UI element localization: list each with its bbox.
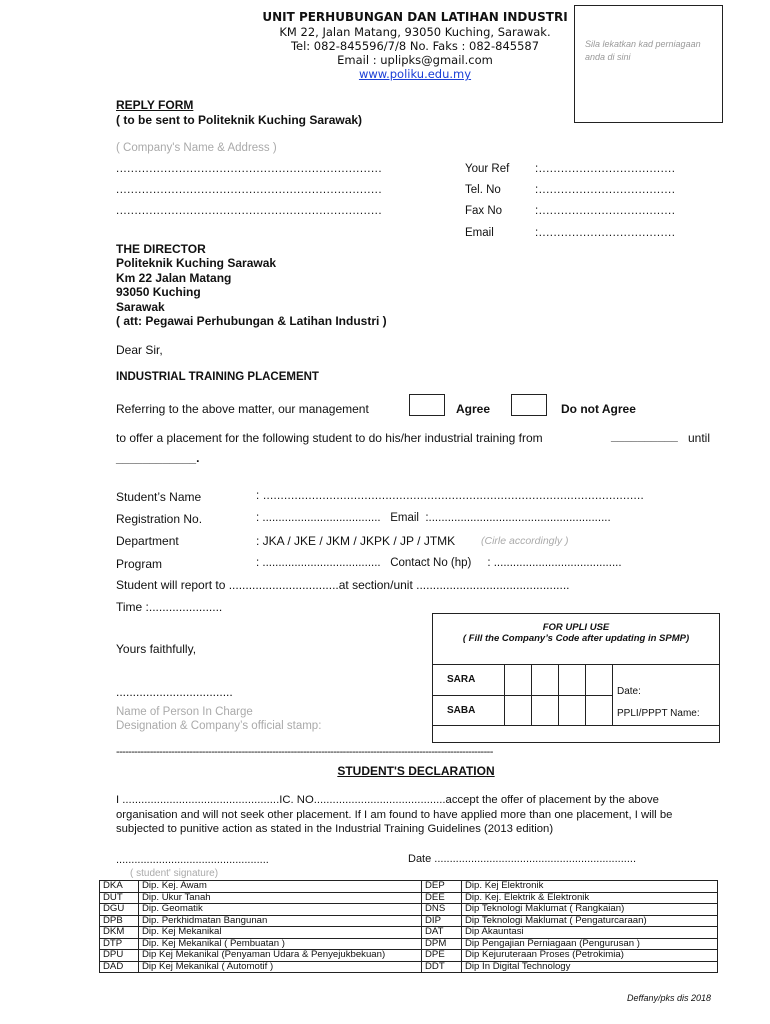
programme-code: DDT: [422, 961, 462, 973]
programme-name: Dip In Digital Technology: [462, 961, 718, 973]
code-cell[interactable]: [559, 665, 586, 696]
programme-code: DEE: [422, 892, 462, 904]
unit-website-link[interactable]: www.poliku.edu.my: [358, 67, 472, 81]
upli-subtitle: ( Fill the Company’s Code after updating in SPMP): [462, 633, 690, 644]
programme-name: Dip Kej Mekanikal ( Automotif ): [139, 961, 422, 973]
company-name-hint: ( Company's Name & Address ): [116, 142, 277, 154]
programme-code-row: [100, 915, 718, 927]
declaration-date-line[interactable]: Date ..................................................................: [408, 853, 636, 865]
programme-name: Dip. Kej Mekanikal: [139, 927, 422, 939]
programme-name: Dip. Kej. Elektrik & Elektronik: [462, 892, 718, 904]
offer-text: to offer a placement for the following student to do his/her industrial training from: [116, 431, 543, 445]
code-cell[interactable]: [505, 665, 532, 696]
subject-line: INDUSTRIAL TRAINING PLACEMENT: [116, 371, 319, 383]
agree-label: Agree: [456, 402, 491, 416]
student-name-label: Student’s Name: [116, 490, 202, 504]
programme-code-row: [100, 927, 718, 939]
recipient-line: 93050 Kuching: [116, 285, 201, 300]
department-options[interactable]: : JKA / JKE / JKM / JKPK / JP / JTMK: [256, 534, 456, 548]
programme-code: DNS: [422, 904, 462, 916]
student-signature-hint: ( student' signature): [130, 868, 219, 879]
fax-no-label: Fax No: [465, 205, 503, 217]
recipient-line: THE DIRECTOR: [116, 242, 206, 256]
business-card-note: Sila lekatkan kad perniagaan anda di sini: [585, 39, 701, 62]
business-card-box: [574, 5, 723, 123]
programme-code-row: [100, 881, 718, 893]
programme-name: Dip. Ukur Tanah: [139, 892, 422, 904]
programme-code: DPM: [422, 938, 462, 950]
programme-code-row: [100, 938, 718, 950]
time-line[interactable]: Time :......................: [116, 600, 223, 614]
programme-code: DPB: [100, 915, 139, 927]
until-date-blank[interactable]: ____________.: [116, 451, 200, 465]
declaration-text[interactable]: [116, 793, 716, 837]
code-cell[interactable]: [559, 695, 586, 726]
footer-note: Deffany/pks dis 2018: [627, 993, 712, 1003]
student-signature-line[interactable]: ..................................................: [116, 854, 269, 866]
declaration-line: organisation and will not seek other placement. If I am found to have applied more than one placement, I will be: [116, 808, 673, 821]
programme-name: Dip. Kej Elektronik: [462, 881, 718, 893]
programme-name: Dip Akauntasi: [462, 927, 718, 939]
program-contact-field[interactable]: : ..................................... Contact No (hp) : ........................................: [256, 557, 622, 569]
signature-line[interactable]: ...................................: [116, 685, 233, 699]
unit-email: Email : uplipks@gmail.com: [337, 53, 493, 67]
programme-codes-table: [99, 880, 718, 973]
declaration-line: subjected to punitive action as stated in the Industrial Training Guidelines (2013 edition): [116, 823, 554, 835]
code-cell[interactable]: [505, 695, 532, 726]
programme-code: DKM: [100, 927, 139, 939]
registration-no-label: Registration No.: [116, 512, 203, 526]
reply-form-subtitle: ( to be sent to Politeknik Kuching Sarawak): [116, 113, 363, 127]
upli-date-label: Date:: [617, 686, 641, 697]
registration-email-field[interactable]: : ..................................... Email :.........................................................: [256, 512, 611, 524]
programme-name: Dip Pengajian Perniagaan (Pengurusan ): [462, 938, 718, 950]
email-label: Email: [465, 227, 494, 239]
company-address-line[interactable]: ........................................................................: [116, 205, 383, 217]
code-cell[interactable]: [586, 695, 613, 726]
department-label: Department: [116, 534, 179, 548]
fax-no-field[interactable]: :.....................................: [535, 205, 676, 217]
greeting: Dear Sir,: [116, 343, 163, 357]
programme-name: Dip Teknologi Maklumat ( Rangkaian): [462, 904, 718, 916]
person-in-charge-hint: Name of Person In Charge: [116, 706, 253, 718]
programme-code: DGU: [100, 904, 139, 916]
upli-ppli-label: PPLI/PPPT Name:: [617, 708, 700, 719]
programme-code: DIP: [422, 915, 462, 927]
agree-checkbox[interactable]: [409, 394, 445, 416]
upli-info-cell[interactable]: [613, 665, 720, 726]
recipient-address: [116, 242, 387, 328]
recipient-line: Sarawak: [116, 299, 165, 314]
programme-name: Dip. Kej. Awam: [139, 881, 422, 893]
department-hint: (Cirle accordingly ): [481, 535, 569, 547]
declaration-title: STUDENT'S DECLARATION: [337, 764, 495, 778]
code-cell[interactable]: [532, 665, 559, 696]
programme-name: Dip Kejuruteraan Proses (Petrokimia): [462, 950, 718, 962]
programme-code: DPE: [422, 950, 462, 962]
upli-code-table: [432, 664, 720, 752]
code-cell[interactable]: [532, 695, 559, 726]
programme-name: Dip. Perkhidmatan Bangunan: [139, 915, 422, 927]
tel-no-field[interactable]: :.....................................: [535, 184, 676, 196]
upli-title: FOR UPLI USE: [542, 622, 610, 633]
email-field[interactable]: :.....................................: [535, 227, 676, 239]
from-date-blank[interactable]: __________: [611, 429, 678, 443]
company-address-line[interactable]: ........................................................................: [116, 163, 383, 175]
programme-name: Dip Kej Mekanikal (Penyaman Udara & Penyejukbekuan): [139, 950, 422, 962]
unit-phone-fax: Tel: 082-845596/7/8 No. Faks : 082-845587: [290, 39, 540, 53]
programme-name: Dip Teknologi Maklumat ( Pengaturcaraan): [462, 915, 718, 927]
unit-address: KM 22, Jalan Matang, 93050 Kuching, Sarawak.: [279, 25, 551, 39]
programme-code: DTP: [100, 938, 139, 950]
programme-name: Dip. Geomatik: [139, 904, 422, 916]
your-ref-label: Your Ref: [465, 163, 510, 175]
programme-code: DAD: [100, 961, 139, 973]
programme-name: Dip. Kej Mekanikal ( Pembuatan ): [139, 938, 422, 950]
report-line[interactable]: Student will report to .................................at section/unit ..............................................: [116, 578, 570, 592]
cut-line-separator: ---------------------------------------------------------------------------------------------------------------------------: [116, 746, 493, 758]
tel-no-label: Tel. No: [465, 184, 501, 196]
referring-text: Referring to the above matter, our management: [116, 402, 369, 416]
declaration-line: I ..................................................IC. NO..........................................accept the offer of placement by the above: [116, 794, 659, 806]
programme-code-row: [100, 892, 718, 904]
do-not-agree-checkbox[interactable]: [511, 394, 547, 416]
programme-code: DEP: [422, 881, 462, 893]
your-ref-field[interactable]: :.....................................: [535, 163, 676, 175]
unit-title: UNIT PERHUBUNGAN DAN LATIHAN INDUSTRI: [262, 10, 568, 24]
programme-code-row: [100, 904, 718, 916]
company-stamp-hint: Designation & Company’s official stamp:: [116, 720, 322, 732]
recipient-line: Km 22 Jalan Matang: [116, 270, 232, 285]
programme-code-row: [100, 950, 718, 962]
recipient-line: ( att: Pegawai Perhubungan & Latihan Industri ): [116, 314, 387, 329]
programme-code-row: [100, 961, 718, 973]
saba-label: SABA: [433, 695, 505, 726]
reply-form-title: REPLY FORM: [116, 98, 194, 112]
yours-faithfully: Yours faithfully,: [116, 642, 197, 656]
do-not-agree-label: Do not Agree: [561, 402, 636, 416]
sara-label: SARA: [433, 665, 505, 696]
upli-use-box: [432, 613, 720, 743]
programme-code: DUT: [100, 892, 139, 904]
programme-code: DAT: [422, 927, 462, 939]
company-address-line[interactable]: ........................................................................: [116, 184, 383, 196]
programme-code: DPU: [100, 950, 139, 962]
program-label: Program: [116, 557, 163, 571]
student-name-field[interactable]: : .............................................................................................................: [256, 490, 644, 502]
code-cell[interactable]: [586, 665, 613, 696]
recipient-line: Politeknik Kuching Sarawak: [116, 256, 277, 271]
until-label: until: [688, 431, 711, 445]
programme-code: DKA: [100, 881, 139, 893]
